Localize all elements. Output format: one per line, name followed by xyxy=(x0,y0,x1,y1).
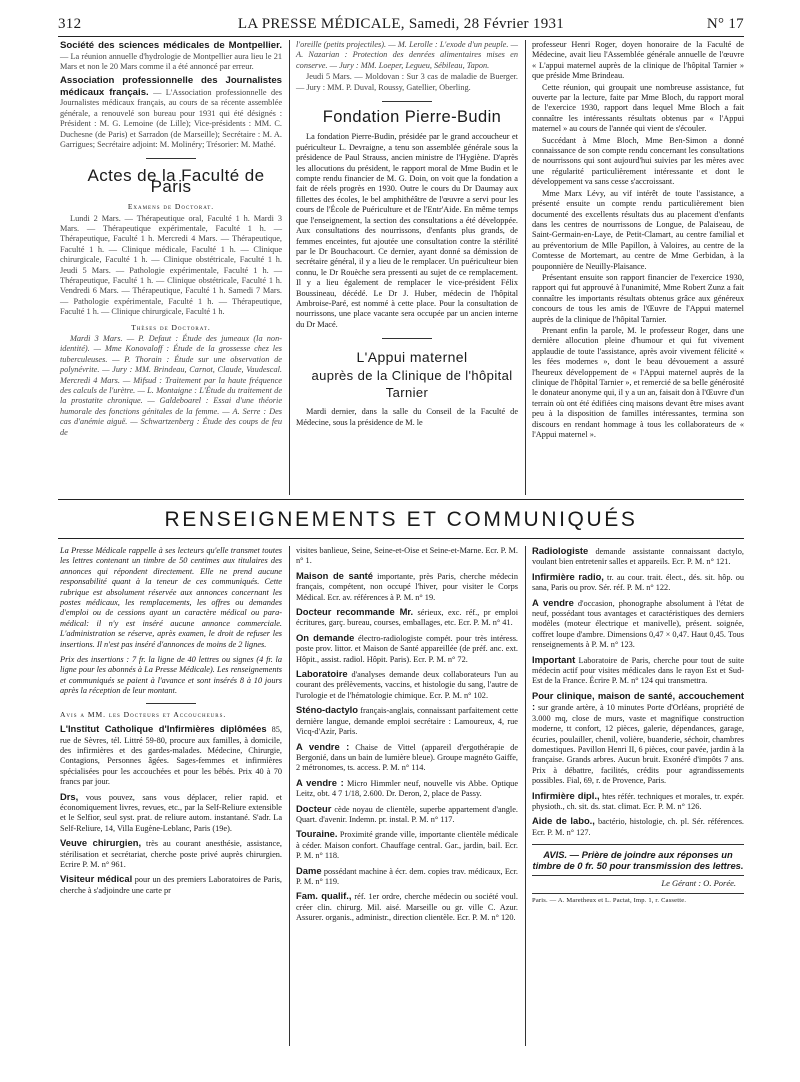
section-rule xyxy=(58,499,744,500)
paragraph: — L'Association professionnelle des Journalistes médicaux français, au cours de sa récente assemblée générale, a renouvelé son bureau pour 1931 qui été désignés : Président : M. G. Lemoine (de Lille); Vice-présidents : MM. C. Duchesne (de Paris) et Sarradon (de Marseille); Secrétaire : M. A. Garrigues; Secrétaire adjoint: M. Molinéry; Trésorier: M. Mathé. xyxy=(60,87,283,149)
paragraph: Succédant à Mme Bloch, Mme Ben-Simon a donné connaissance de son compte rendu concernant les consultations de nourrissons qui sont aujourd'hui suivies par les mères avec une régularité particulièrement intéressante et dont le développement va sans cesse s'accroissant. xyxy=(532,135,744,187)
paragraph: Lundi 2 Mars. — Thérapeutique oral, Faculté 1 h. Mardi 3 Mars. — Thérapeutique expérimentale, Faculté 1 h. — Thérapeutique, Faculté 1 h. Mercredi 4 Mars. — Thérapeutique, Faculté 1 h. — Clinique médicale, Faculté 1 h. — Clinique chirurgicale, Faculté 1 h. — Clinique obstétricale, Faculté 1 h. Jeudi 5 Mars. — Pathologie expérimentale, Faculté 1 h. — Thérapeutique, Faculté 1 h. — Clinique obstétricale, Faculté 1 h. Vendredi 6 Mars. — Thérapeutique, Faculté 1 h. Samedi 7 Mars. — Pathologie expérimentale, Faculté 1 h. — Thérapeutique, Faculté 1 h. — Clinique chirurgicale, Faculté 1 h. xyxy=(60,213,282,317)
paragraph: Mme Marx Lévy, au vif intérêt de toute l'assistance, a présenté ensuite un compte rendu particulièrement bien documenté des excellents résultats dus au placement d'enfants dans les centres de nourrissons de Longue, de Palaiseau, de Saint-Germain-en-Laye, de Petit-Clamart, au centre familial et au préventorium de Mlle Papillon, à Valoires, au centre de la Comtesse de Mortemart, au centre de Mme Gerbidan, à la pouponnière de Neuilly-Plaisance. xyxy=(532,188,744,271)
page-header xyxy=(58,14,744,34)
notice: La Presse Médicale rappelle à ses lecteurs qu'elle transmet toutes les lettres contenant un timbre de 50 centimes aux titulaires des annonces qui répondent directement. Elle ne prend aucune responsabilité quant à la teneur de ces communiqués. Cette rubrique est absolument réservée aux annonces concernant les postes médicaux, les remplacements, les offres ou demandes d'emploi ou de cessions ayant un caractère médical ou para-médical: il n'y est inséré aucune annonce commerciale. L'administration se réserve, après examen, le droit de refuser les insertions. Il n'est pas inséré d'annonces de moins de 2 lignes. xyxy=(60,546,282,649)
ad-text: Micro Himmler neuf, nouvelle vis Abbe. Optique Leitz, obt. 4 7 1/18, 2.600. Dr. Deron, 2, place de Passy. xyxy=(296,778,519,799)
paragraph: l'oreille (petits projectiles). — M. Lerolle : L'exode d'un peuple. — A. Nazarian : Protection des denrées alimentaires mises en conserve. — Jury : MM. Loeper, Legueu, Sébileau, Tapon. xyxy=(296,40,518,70)
ad-text: tr. au cour. trait. élect., dés. sit. hôp. ou sana, Paris ou prov. Sér. réf. P. M. n° 122. xyxy=(532,572,744,593)
ad-text: htes référ. techniques et morales, tr. expér. physioth., ch. sit. ds. stat. climat. Ecr. P. M. n° 126. xyxy=(532,791,744,811)
ad-text: cède noyau de clientèle, superbe appartement d'angle. Quart. d'avenir. Indemn. pr. instal. P. M. n° 117. xyxy=(296,804,518,824)
issue-number: N° 17 xyxy=(706,16,744,32)
ad-text: très au courant anesthésie, assistance, stérilisation et secrétariat, cherche poste privé auprès chirurgien. Ecrire P. M. n° 961. xyxy=(60,839,282,869)
ad-title: Sténo-dactylo xyxy=(296,704,358,716)
journal-title: LA PRESSE MÉDICALE, Samedi, 28 Février 1931 xyxy=(237,16,565,32)
ad-title: Fam. qualif., xyxy=(296,890,352,902)
paragraph: La fondation Pierre-Budin, présidée par le grand accoucheur et puériculteur L. Devraigne, a tenu son assemblée générale sous la présidence de Paul Strauss, ancien ministre de l'Hygiène. D'après les allocutions du président, le rapport moral de Mme Budin et le compte rendu financier de M. G. Doin, on voit que la fondation a fait de réels progrès en 1930. Outre le cours du Dr Daumay aux fillettes des écoles, le bel amphithéâtre de l'œuvre a servi pour les cours de l'École de Puériculture et de l'Entr'Aide. En même temps que l'enseignement, la section des consultations a été développée. Aux consultations des nourrissons, d'enfants plus grands, de femmes enceintes, fut ajoutée une consultation contre la stérilité par le Dr Bouchacourt. Ce dernier, ayant donné sa démission de secrétaire général, il y a lieu de le remplacer. Un puériculteur bien connu, le Dr Rouèche sera pressenti au sujet de ce remplacement. Il y a lieu également de remplacer le vice-président Félix Boussineau, décédé. Le Dr J. Huber, médecin de l'hôpital Ambroise-Paré, est nommé à cette place. Pour la consultation de nourrissons, une place vacante sera occupée par un ancien interne du Dr Macé. xyxy=(296,132,518,329)
ad-text: sérieux, exc. réf., pr emploi écritures, garç. bureau, courses, emballages, etc. Ecr. P. M. n° 41. xyxy=(296,608,519,628)
top-column-3 xyxy=(532,40,744,441)
classified-ad xyxy=(296,607,518,629)
ad-title: Maison de santé xyxy=(296,569,374,581)
budin-title: Fondation Pierre-Budin xyxy=(322,108,502,127)
ad-title: Infirmière radio, xyxy=(532,570,604,582)
subheading: Examens de Doctorat. xyxy=(127,202,215,212)
ad-text: vous pouvez, sans vous déplacer, relier rapid. et économiquement livres, revues, etc., par la Self-Reliure extensible et le Selfior, seul syst. prat. de reliure autom. instantané. S'adr. La Self-Reliure, 14, Villa Eugène-Leblanc, Paris (19e). xyxy=(60,792,282,833)
paragraph: Mardi dernier, dans la salle du Conseil de la Faculté de Médecine, sous la présidence de M. le xyxy=(296,407,518,427)
ad-title: Radiologiste xyxy=(532,545,589,556)
ad-title: Laboratoire xyxy=(296,668,348,680)
classified-ad xyxy=(532,572,744,594)
classified-ad xyxy=(60,724,282,787)
avis-notice: AVIS. — Prière de joindre aux réponses un timbre de 0 fr. 50 pour transmission des lettres. xyxy=(532,849,744,872)
ad-title: L'Institut Catholique d'Infirmières diplômées xyxy=(60,723,267,735)
paragraph: Cette réunion, qui groupait une nombreuse assistance, fut ouverte par la lecture, faite par Mme Bloch, du rapport moral de l'exercice 1930, rapport dans lequel Mme Bloch a fait connaître les intéressants résultats obtenus par « l'Appui maternel » au cours de l'année qui vient de s'écouler. xyxy=(532,82,744,134)
ad-title: Important xyxy=(532,653,576,665)
divider xyxy=(382,101,432,102)
ad-title: Dame xyxy=(296,864,322,876)
divider xyxy=(382,338,432,339)
paragraph: Jeudi 5 Mars. — Moldovan : Sur 3 cas de maladie de Buerger. — Jury : MM. P. Duval, Roussy, Gatellier, Oberling. xyxy=(296,72,518,92)
classified-ad xyxy=(532,816,744,838)
divider xyxy=(532,844,744,845)
ads-column-1 xyxy=(60,546,282,900)
section-heading: Association professionnelle des Journalistes médicaux français. xyxy=(60,75,282,98)
top-column-2 xyxy=(296,40,518,429)
ad-text: sur grande artère, à 10 minutes Porte d'Orléans, propriété de 3.000 mq, close de murs, vaste et magnifique construction moderne, tt confort, 12 pièces, galerie, dépendances, garage, écuries, poulailler, chenil, volière, buanderie, séchoir, chambres domestiques. Pavillon Henri II, 6 pièces, cour pavée, jardin à la française. Grands arbres. Aucun bruit. Exonéré d'impôts 7 ans. Prix à débattre, facilités, crédits pour agrandissements possibles. Fial, 69, r. de Provence, Paris. xyxy=(532,703,745,786)
paragraph: Prenant enfin la parole, M. le professeur Roger, dans une dernière allocution pleine d'humour et qui fut vivement applaudie de toute l'assistance, après avoir vivement félicité « les fées modernes », dont le beau dévouement a assuré l'heureux développement de « l'Appui maternel auprès de la clinique de l'hôpital Tarnier », et remercié de sa belle générosité le donateur anonyme qui, il y a un an, faisait don à l'Œuvre d'un terrain où ont été édifiées cinq maisons devant être mises avant peu à la disposition de familles intéressantes, termina son discours en rendant hommage à tous les collaborateurs de « l'Appui maternel ». xyxy=(532,325,745,440)
ad-title: Veuve chirurgien, xyxy=(60,837,142,849)
ad-text: d'analyses demande deux collaborateurs l'un au courant des prélèvements, vaccins, et histologie du sang, l'autre de l'urologie et de l'hématologie chimique. Ecr. P. M. n° 102. xyxy=(296,670,518,700)
column-rule xyxy=(525,546,526,1046)
classified-ad xyxy=(296,669,518,701)
column-rule xyxy=(525,40,526,495)
subheading: Avis a MM. les Docteurs et Accoucheurs. xyxy=(60,709,227,719)
classified-ad xyxy=(532,546,744,568)
ad-title: A vendre : xyxy=(296,740,350,752)
ad-text: pour un des premiers Laboratoires de Paris, cherche à s'adjoindre une carte pr xyxy=(60,875,282,895)
paragraph: — La réunion annuelle d'hydrologie de Montpellier aura lieu le 21 Mars et non le 20 Mars comme il a été annoncé par erreur. xyxy=(60,51,282,71)
notice: Prix des insertions : 7 fr. la ligne de 40 lettres ou signes (4 fr. la ligne pour les abonnés à La Presse Médicale). Les renseignements et communiqués se paient à l'avance et sont insérés 8 à 10 jours après la réception de leur montant. xyxy=(60,655,282,696)
ad-title: A vendre : xyxy=(296,776,344,788)
ad-title: Docteur xyxy=(296,802,332,814)
printer-imprint: Paris. — A. Maretheux et L. Pactat, Imp. 1, r. Cassette. xyxy=(532,896,687,904)
ad-text: électro-radiologiste compét. pour très intéress. poste prov. littor. et Maison de Santé appareillée (de préf. anc. ext. Hôpit., assist. radiol. Hôpit. Paris). Ecr. P. M. n° 72. xyxy=(296,633,519,664)
ad-text: d'occasion, phonographe absolument à l'état de neuf, possédant tous avantages et caractéristiques des derniers modèles (moteur électrique et manivelle), présent. soignée, coffret loupe d'ambre. Dimensions 0,47 × 0,47. Haut 0,45. Tous renseignements à P. M. n° 123. xyxy=(532,598,744,650)
divider xyxy=(532,893,744,894)
ad-text: visites banlieue, Seine, Seine-et-Oise et Seine-et-Marne. Ecr. P. M. n° 1. xyxy=(296,546,518,566)
section-banner: RENSEIGNEMENTS ET COMMUNIQUÉS xyxy=(164,508,638,531)
ad-title: Aide de labo., xyxy=(532,815,595,827)
column-rule xyxy=(289,546,290,1046)
ads-column-3 xyxy=(532,546,744,910)
classified-ad xyxy=(296,742,518,774)
classified-ad xyxy=(296,804,518,826)
ad-title: Pour clinique, maison de santé, accouchement : xyxy=(532,689,744,713)
classified-ad xyxy=(532,791,744,813)
ad-title: On demande xyxy=(296,631,355,643)
ad-title: Touraine. xyxy=(296,828,338,840)
ad-text: bactério, histologie, ch. pl. Sér. références. Ecr. P. M. n° 127. xyxy=(532,817,744,837)
section-rule xyxy=(58,538,744,539)
ads-column-2 xyxy=(296,546,518,928)
top-column-1 xyxy=(60,40,282,439)
paragraph: Mardi 3 Mars. — P. Defaut : Étude des jumeaux (la non-identité). — Mme Konovaloff : Étude de la grossesse chez les tuberculeuses. — P. Thorain : Étude sur une observation de polynévrite. — Jury : MM. Brindeau, Carnot, Claude, Vaudescal. Mercredi 4 Mars. — Mifsud : Traitement par la haute fréquence des calculs de l'urètre. — L. Montaigne : L'Étude du traitement de la prostatite chronique. — Galdeboarel : Essai d'une théorie humorale des fonctions génitales de la femme. — A. Serre : Des cas d'anémie aiguë. — Schwartzenberg : Étude des coups de feu de xyxy=(60,334,282,437)
classified-ad xyxy=(296,705,518,737)
divider xyxy=(532,875,744,876)
gerant-signature: Le Gérant : O. Porée. xyxy=(661,878,736,889)
classified-ad xyxy=(532,691,744,787)
ad-title: Docteur recommande Mr. xyxy=(296,606,414,618)
ad-title: Drs, xyxy=(60,790,79,802)
classified-ad xyxy=(296,571,518,603)
classified-ad xyxy=(296,633,518,665)
classified-ad xyxy=(296,778,518,800)
paragraph: professeur Henri Roger, doyen honoraire de la Faculté de Médecine, avait lieu l'Assemblée générale annuelle de l'œuvre « L'appui maternel auprès de la clinique de l'hôpital Tarnier » que préside Mme Brindeau. xyxy=(532,40,744,81)
ad-text: français-anglais, connaissant parfaitement cette dernière langue, demande emploi secrétaire : Lamoureux, 4, rue Vicq-d'Azir, Paris. xyxy=(296,706,518,737)
appui-subtitle: auprès de la Clinique de l'hôpital Tarnier xyxy=(311,368,513,401)
page-number: 312 xyxy=(58,16,82,32)
classified-ad xyxy=(60,838,282,870)
classified-ad xyxy=(532,655,744,687)
classified-ad xyxy=(532,598,744,651)
divider xyxy=(146,703,196,704)
header-rule xyxy=(58,36,744,37)
ad-text: 85, rue de Sèvres, tél. Littré 59-80, procure aux familles, à domicile, des infirmières et des gardes-malades. Médecine, Chirurgie, Contagions, Personnes âgées. Sages-femmes et infirmières spécialisées pour les accouchées et pour les bébés. Prix 40 à 70 francs par jour. xyxy=(60,725,282,787)
classified-ad xyxy=(60,874,282,896)
ad-text: Proximité grande ville, importante clientèle médicale à céder. Maison confort. Chauffage central. Gar., jardin, bail. Ecr. P. M. n° 118. xyxy=(296,830,518,861)
ad-title: Visiteur médical xyxy=(60,873,133,885)
divider xyxy=(146,158,196,159)
faculte-title: Actes de la Faculté de Paris xyxy=(87,166,265,196)
ad-text: possédant machine à écr. dem. copies trav. médicaux, Ecr. P. M. n° 119. xyxy=(296,866,518,886)
appui-title: L'Appui maternel xyxy=(356,349,468,366)
ad-text: demande assistante connaissant dactylo, voulant bien entretenir salles et appareils. Ecr. P. M. n° 121. xyxy=(532,547,745,567)
ad-text: Chaise de Vittel (appareil d'ergothérapie de Bergonié, dans un bain de lumière bleue). Groupe magnéto Gaiffe, 2 métronomes, ts. access. P. M. n° 114. xyxy=(296,742,518,773)
paragraph: Présentant ensuite son rapport financier de l'exercice 1930, rapport qui fut approuvé à l'unanimité, Mme Robert Zunz a fait connaître les importants résultats obtenus grâce aux généreux concours de tous les amis de l'Œuvre de l'Appui maternel auprès de la clinique de l'hôpital Tarnier. xyxy=(532,272,744,324)
ad-text: importante, près Paris, cherche médecin français, compétent, non occupé l'hiver, pour visiter le Corps Médical. Ecr. av. références à P. M. n° 19. xyxy=(296,571,519,602)
subheading: Thèses de Doctorat. xyxy=(131,322,211,332)
ad-title: Infirmière dipl., xyxy=(532,789,600,801)
classified-ad xyxy=(296,866,518,888)
classified-ad xyxy=(296,829,518,861)
column-rule xyxy=(289,40,290,495)
classified-ad xyxy=(60,792,282,835)
classified-ad xyxy=(296,891,518,923)
ad-text: réf. 1er ordre, cherche médecin ou société voul. créer clin. chirurg. Mil. aisé. Marseille ou gr. ville C. Azur. Assurer. organis., administr., direction clientèle. Ecr. P. M. n° 120. xyxy=(296,892,518,923)
ad-text: Laboratoire de Paris, cherche pour tout de suite médecin actif pour visites médicales dans le rayon Est et Sud-Est de la France. Écrire P. M. n° 124 qui transmettra. xyxy=(532,655,745,686)
section-heading: Société des sciences médicales de Montpellier. xyxy=(60,40,282,51)
ad-title: A vendre xyxy=(532,596,574,608)
